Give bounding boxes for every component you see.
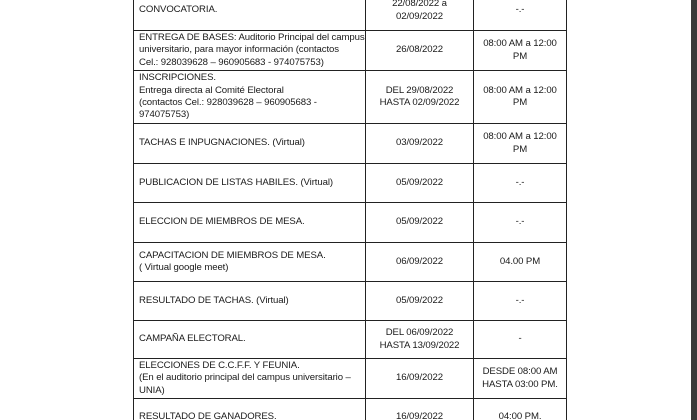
date-cell: 05/09/2022	[366, 164, 474, 203]
activity-cell: CAMPAÑA ELECTORAL.	[134, 321, 366, 359]
table-row	[134, 399, 567, 420]
table-row	[134, 164, 567, 203]
activity-cell: RESULTADO DE GANADORES.	[134, 399, 366, 420]
date-cell: 16/09/2022	[366, 359, 474, 399]
activity-cell: ENTREGA DE BASES: Auditorio Principal del campus universitario, para mayor información (contactos Cel.: 928039628 – 960905683 - 974075753)	[134, 31, 366, 71]
table-row	[134, 71, 567, 124]
date-cell: 05/09/2022	[366, 282, 474, 321]
date-cell: 05/09/2022	[366, 203, 474, 243]
table-row	[134, 203, 567, 243]
time-cell: -	[474, 321, 567, 359]
activity-cell: CAPACITACION DE MIEMBROS DE MESA. ( Virtual google meet)	[134, 243, 366, 282]
time-cell: 08:00 AM a 12:00 PM	[474, 124, 567, 164]
table-row	[134, 321, 567, 359]
time-cell: 08:00 AM a 12:00 PM	[474, 31, 567, 71]
table-row	[134, 0, 567, 31]
time-cell: 08:00 AM a 12:00 PM	[474, 71, 567, 124]
table-row	[134, 282, 567, 321]
activity-cell: INSCRIPCIONES. Entrega directa al Comité Electoral (contactos Cel.: 928039628 – 960905683 - 974075753)	[134, 71, 366, 124]
activity-cell: TACHAS E INPUGNACIONES. (Virtual)	[134, 124, 366, 164]
viewer-edge	[691, 0, 697, 420]
date-cell: DEL 29/08/2022 HASTA 02/09/2022	[366, 71, 474, 124]
activity-cell: CONVOCATORIA.	[134, 0, 366, 31]
electoral-schedule-table	[133, 0, 567, 420]
time-cell: -.-	[474, 282, 567, 321]
date-cell: 26/08/2022	[366, 31, 474, 71]
table-row	[134, 124, 567, 164]
date-cell: 06/09/2022	[366, 243, 474, 282]
activity-cell: ELECCIONES DE C.C.F.F. Y FEUNIA. (En el auditorio principal del campus universitario – UNIA)	[134, 359, 366, 399]
date-cell: 03/09/2022	[366, 124, 474, 164]
table-row	[134, 359, 567, 399]
time-cell: DESDE 08:00 AM HASTA 03:00 PM.	[474, 359, 567, 399]
date-cell: DEL 06/09/2022 HASTA 13/09/2022	[366, 321, 474, 359]
date-cell: 16/09/2022	[366, 399, 474, 420]
time-cell: -.-	[474, 203, 567, 243]
activity-cell: PUBLICACION DE LISTAS HABILES. (Virtual)	[134, 164, 366, 203]
time-cell: 04.00 PM	[474, 243, 567, 282]
time-cell: -.-	[474, 164, 567, 203]
table-row	[134, 31, 567, 71]
date-cell: 22/08/2022 a 02/09/2022	[366, 0, 474, 31]
activity-cell: ELECCION DE MIEMBROS DE MESA.	[134, 203, 366, 243]
activity-cell: RESULTADO DE TACHAS. (Virtual)	[134, 282, 366, 321]
time-cell: -.-	[474, 0, 567, 31]
time-cell: 04:00 PM.	[474, 399, 567, 420]
table-row	[134, 243, 567, 282]
